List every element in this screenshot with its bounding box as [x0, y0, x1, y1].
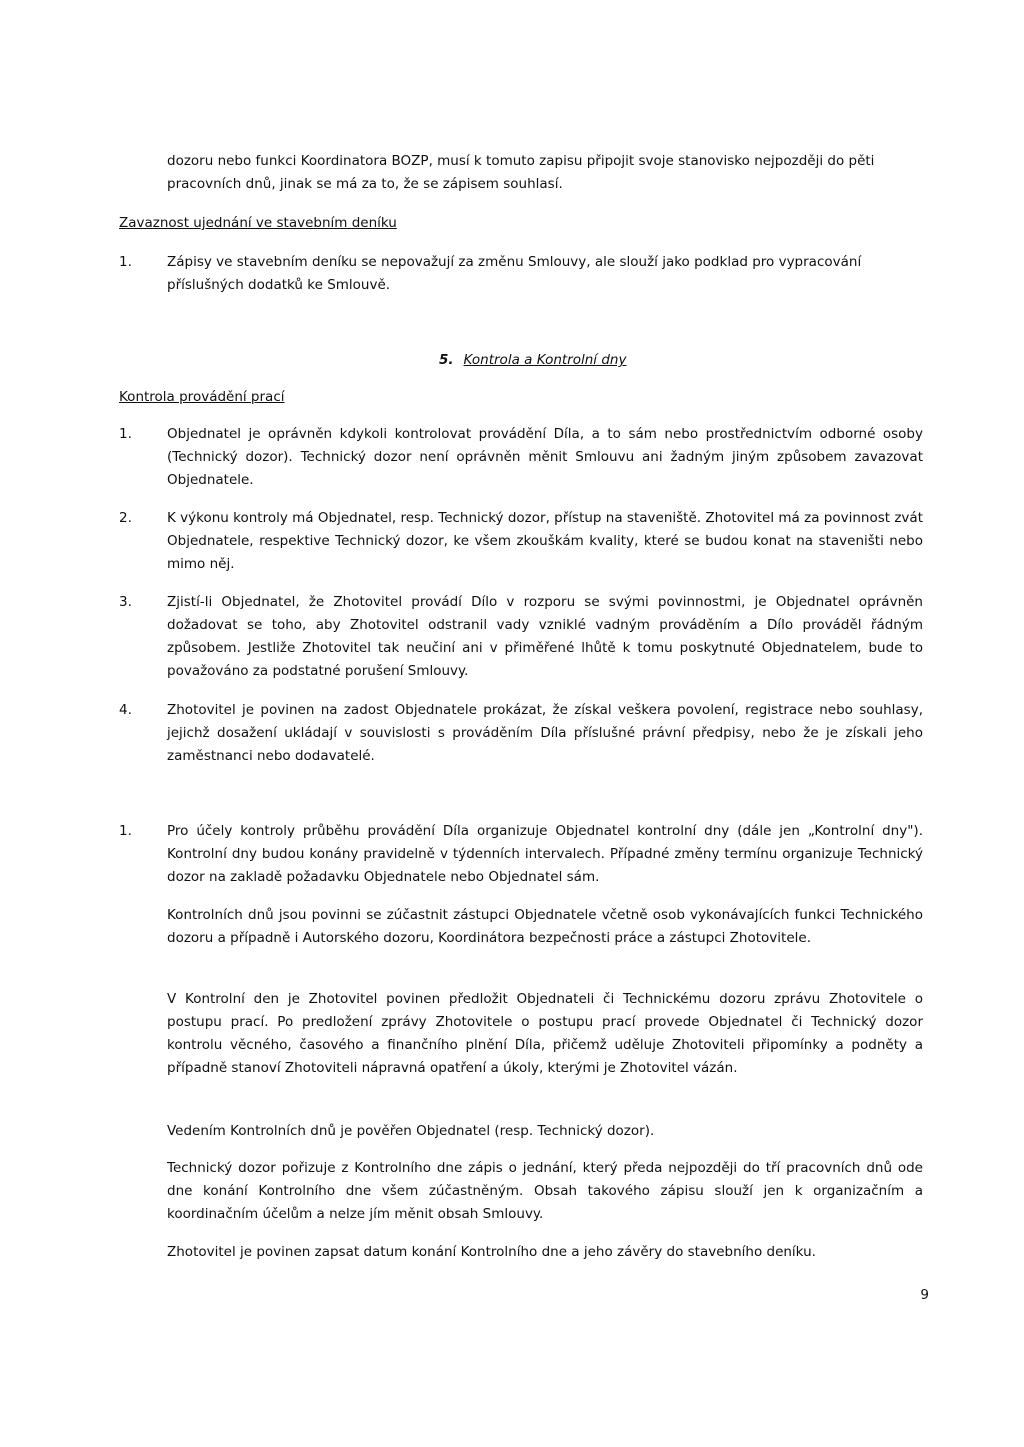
list-item-text: Zápisy ve stavebním deníku se nepovažují za změnu Smlouvy, ale slouží jako podklad pro vypracování příslušných dodatků ke Smlouvě. [167, 254, 862, 293]
paragraph: V Kontrolní den je Zhotovitel povinen předložit Objednateli či Technickému dozoru zprávu Zhotovitele o postupu prací. Po predložení zprávy Zhotovitele o postupu prací provede Objednatel či Technický dozor kontrolu věcného, časového a finančního plnění Díla, přičemž uděluje Zhotoviteli připomínky a podněty a případně stanoví Zhotoviteli nápravná opatření a úkoly, kterými je Zhotovitel vázán. [167, 991, 923, 1076]
section-heading-zavaznost: Zavaznost ujednání ve stavebním deníku [119, 215, 397, 231]
section-number: 5. [439, 352, 454, 368]
paragraph: Pro účely kontroly průběhu provádění Díla organizuje Objednatel kontrolní dny (dále jen „Kontrolní dny"). Kontrolní dny budou konány pravidelně v týdenních intervalech. Případné změny termínu organizuje Technický dozor na zakladě požadavku Objednatele nebo Objednatel sám. [167, 823, 923, 885]
paragraph: Vedením Kontrolních dnů je pověřen Objednatel (resp. Technický dozor). [167, 1123, 655, 1139]
list-number: 2. [119, 510, 132, 526]
list-number: 3. [119, 594, 132, 610]
section-5-heading [439, 352, 626, 368]
paragraph: Technický dozor pořizuje z Kontrolního dne zápis o jednání, který předa nejpozději do tří pracovních dnů ode dne konání Kontrolního dne všem zúčastněným. Obsah takového zápisu slouží jen k organizačním a koordinačním účelům a nelze jím měnit obsah Smlouvy. [167, 1160, 923, 1222]
page-number: 9 [920, 1287, 929, 1303]
list-number: 4. [119, 702, 132, 718]
intro-paragraph: dozoru nebo funkci Koordinatora BOZP, musí k tomuto zapisu připojit svoje stanovisko nejpozději do pěti pracovních dnů, jinak se má za to, že se zápisem souhlasí. [167, 153, 875, 192]
list-item-text: Zhotovitel je povinen na zadost Objednatele prokázat, že získal veškera povolení, registrace nebo souhlasy, jejichž dosažení ukládají v souvislosti s prováděním Díla příslušné právní předpisy, nebo že je získali jeho zaměstnanci nebo dodavatelé. [167, 702, 923, 764]
paragraph: Zhotovitel je povinen zapsat datum konání Kontrolního dne a jeho závěry do stavebního deníku. [167, 1244, 816, 1260]
list-item-text: Zjistí-li Objednatel, že Zhotovitel provádí Dílo v rozporu se svými povinnostmi, je Objednatel oprávněn dožadovat se toho, aby Zhotovitel odstranil vady vzniklé vadným prováděním a Dílo prováděl řádným způsobem. Jestliže Zhotovitel tak neučiní ani v přiměřené lhůtě k tomu poskytnuté Objednatelem, bude to považováno za podstatné porušení Smlouvy. [167, 594, 923, 679]
list-number: 1. [119, 426, 132, 442]
left-heading-kontrola: Kontrola provádění prací [119, 389, 285, 405]
list-item-text: K výkonu kontroly má Objednatel, resp. Technický dozor, přístup na staveniště. Zhotovitel má za povinnost zvát Objednatele, respektive Technický dozor, ke všem zkouškám kvality, které se budou konat na staveništi nebo mimo něj. [167, 510, 923, 572]
list-item-text: Objednatel je oprávněn kdykoli kontrolovat provádění Díla, a to sám nebo prostřednictvím odborné osoby (Technický dozor). Technický dozor není oprávněn měnit Smlouvu ani žadným jiným způsobem zavazovat Objednatele. [167, 426, 923, 488]
section-title: Kontrola a Kontrolní dny [463, 352, 627, 368]
list-number: 1. [119, 823, 132, 839]
list-number: 1. [119, 254, 132, 270]
paragraph: Kontrolních dnů jsou povinni se zúčastnit zástupci Objednatele včetně osob vykonávajících funkci Technického dozoru a případně i Autorského dozoru, Koordinátora bezpečnosti práce a zástupci Zhotovitele. [167, 907, 923, 946]
